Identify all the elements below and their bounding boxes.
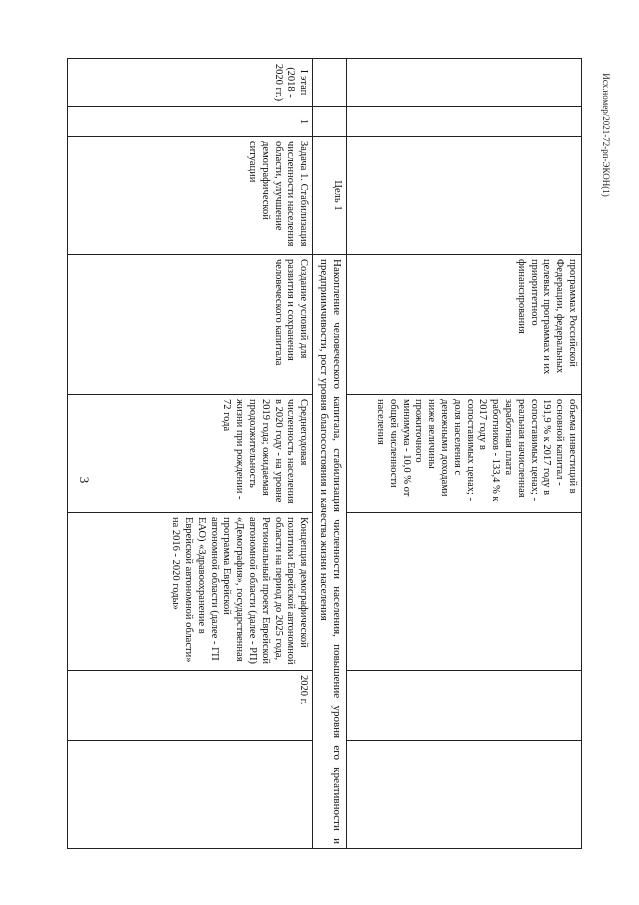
table-row — [68, 59, 313, 849]
goal-text: Накопление человеческого капитала, стабилизация численности населения, повышение уровня его креативности и предприимчивости, рост уровня благосостояния и качества жизни населения — [313, 255, 347, 849]
documents-cell-empty — [347, 513, 582, 671]
stage-cell: I этап (2018 - 2020 гг.) — [68, 59, 313, 107]
activity-cell: Создание условий для развития и сохранения человеческого капитала — [68, 255, 313, 395]
year-cell: 2020 г. — [68, 671, 313, 741]
indicator-cell: Среднегодовая численность населения в 2020 году - на уровне 2019 года; ожидаемая продолжительность жизни при рождении - 72 года — [68, 395, 313, 513]
page-number: 3 — [77, 476, 92, 484]
number-cell-empty — [313, 107, 347, 137]
number-cell-empty — [347, 107, 582, 137]
extra-cell-empty — [347, 741, 582, 849]
extra-cell-empty — [68, 741, 313, 849]
goal-row — [313, 59, 347, 849]
activity-cell: программах Российской Федерации, федеральных целевых программах и их приоритетного финансирования — [347, 255, 582, 395]
strategy-table — [67, 58, 582, 849]
number-cell: 1 — [68, 107, 313, 137]
document-id-footer: Исх.номер/2021-72-рп-ЭКОН(1) — [601, 73, 611, 197]
goal-label: Цель 1 — [313, 137, 347, 255]
task-cell: Задача 1. Стабилизация численности населения области, улучшение демографической ситуации — [68, 137, 313, 255]
indicator-cell: объема инвестиций в основной капитал - 191,9 % к 2017 году в сопоставимых ценах; - реальная начисленная заработная плата работников - 133,4 % к 2017 году в сопоставимых ценах; - доля населения с денежными доходами ниже величины прожиточного минимума - 10,0 % от общей численности населения — [347, 395, 582, 513]
strategy-table-sheet — [72, 58, 582, 848]
table-row — [347, 59, 582, 849]
stage-cell-empty — [313, 59, 347, 107]
task-cell-empty — [347, 137, 582, 255]
documents-cell: Концепция демографической политики Еврейской автономной области на период до 2025 года, Региональный проект Еврейской автономной области (далее - РП) «Демография», государственная программа Еврейской автономной области (далее - ГП ЕАО) «Здравоохранение в Еврейской автономной области» на 2016 - 2020 годы» — [68, 513, 313, 671]
year-cell-empty — [347, 671, 582, 741]
stage-cell-empty — [347, 59, 582, 107]
